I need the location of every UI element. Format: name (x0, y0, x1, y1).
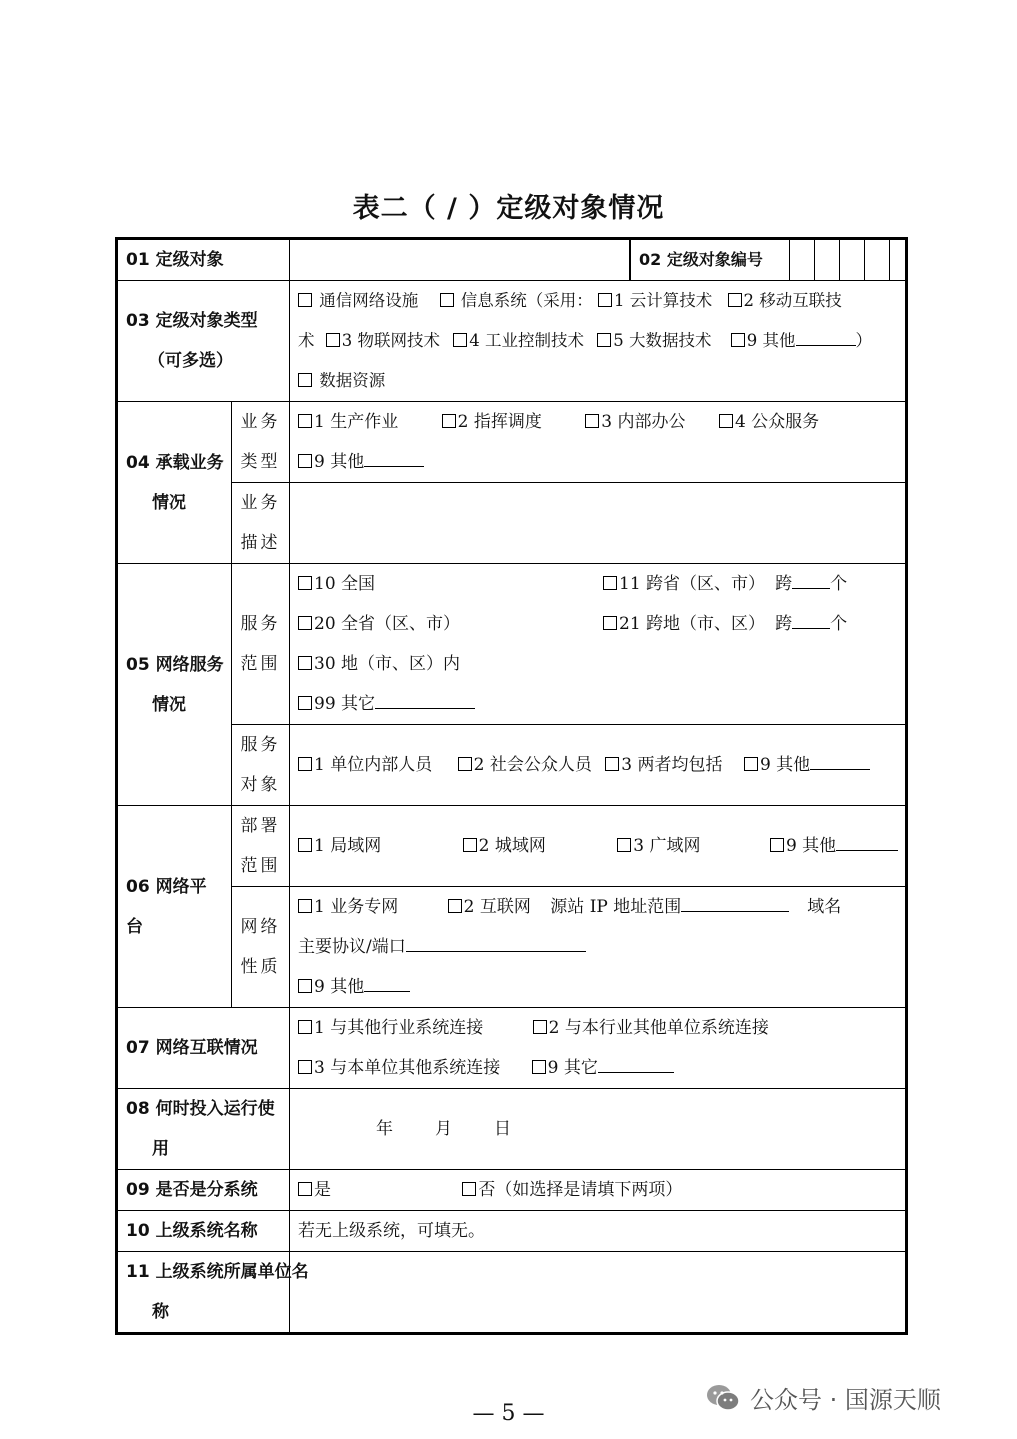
field-11[interactable] (290, 1252, 907, 1334)
field-04-type: 1 生产作业 2 指挥调度 3 内部办公 4 公众服务 9 其他 (290, 402, 907, 483)
checkbox[interactable] (597, 333, 611, 347)
code-digit-box[interactable] (789, 240, 814, 280)
checkbox[interactable] (440, 293, 454, 307)
field-10[interactable]: 若无上级系统，可填无。 (290, 1211, 907, 1252)
checkbox[interactable] (532, 1060, 546, 1074)
field-05-target: 1 单位内部人员 2 社会公众人员 3 两者均包括 9 其他 (290, 725, 907, 806)
field-06-deploy: 1 局域网 2 城域网 3 广域网 9 其他 (290, 806, 907, 887)
fill-blank[interactable] (836, 830, 898, 851)
checkbox-no[interactable] (462, 1182, 476, 1196)
checkbox[interactable] (603, 616, 617, 630)
fill-blank[interactable] (796, 325, 856, 346)
checkbox[interactable] (533, 1020, 547, 1034)
checkbox[interactable] (442, 414, 456, 428)
checkbox[interactable] (298, 656, 312, 670)
checkbox[interactable] (298, 414, 312, 428)
row-05-scope (117, 564, 907, 725)
protocol-port-input[interactable] (406, 931, 586, 952)
label-08: 08 何时投入运行使 用 (117, 1089, 290, 1170)
checkbox-yes[interactable] (298, 1182, 312, 1196)
checkbox[interactable] (298, 454, 312, 468)
sub-label-business-desc: 业务 描述 (232, 483, 290, 564)
checkbox[interactable] (298, 373, 312, 387)
checkbox[interactable] (448, 899, 462, 913)
checkbox[interactable] (298, 576, 312, 590)
checkbox[interactable] (719, 414, 733, 428)
checkbox[interactable] (598, 293, 612, 307)
checkbox[interactable] (728, 293, 742, 307)
label-09: 09 是否是分系统 (117, 1170, 290, 1211)
row-10 (117, 1211, 907, 1252)
watermark-text: 公众号 · 国源天顺 (750, 1386, 941, 1414)
checkbox[interactable] (298, 757, 312, 771)
label-03: 03 定级对象类型 （可多选） (117, 281, 290, 402)
field-01-value[interactable] (290, 239, 630, 281)
page-number: — 5 — (472, 1401, 545, 1426)
fill-blank[interactable] (598, 1052, 674, 1073)
code-digit-box[interactable] (839, 240, 864, 280)
field-09: 是 否（如选择是请填下两项） (290, 1170, 907, 1211)
checkbox[interactable] (463, 838, 477, 852)
row-01 (117, 239, 907, 281)
label-06: 06 网络平台 (117, 806, 232, 1008)
fill-blank[interactable] (364, 446, 424, 467)
field-07: 1 与其他行业系统连接 2 与本行业其他单位系统连接 3 与本单位其他系统连接 9 其它 (290, 1008, 907, 1089)
label-10: 10 上级系统名称 (117, 1211, 290, 1252)
fill-blank[interactable] (792, 568, 830, 589)
code-digit-box[interactable] (889, 240, 914, 280)
field-06-nature: 1 业务专网 2 互联网 源站 IP 地址范围 域名 主要协议/端口 9 其他 (290, 887, 907, 1008)
label-02: 02 定级对象编号 (630, 240, 789, 280)
checkbox[interactable] (298, 1020, 312, 1034)
sub-label-service-target: 服务 对象 (232, 725, 290, 806)
checkbox[interactable] (731, 333, 745, 347)
fill-blank[interactable] (364, 971, 410, 992)
checkbox[interactable] (298, 616, 312, 630)
label-07: 07 网络互联情况 (117, 1008, 290, 1089)
table-title: 表二（ / ）定级对象情况 (352, 193, 665, 224)
row-11 (117, 1252, 907, 1334)
row-06-nature (117, 887, 907, 1008)
code-digit-box[interactable] (864, 240, 889, 280)
label-11: 11 上级系统所属单位名 称 (117, 1252, 290, 1334)
checkbox[interactable] (298, 1060, 312, 1074)
code-digit-box[interactable] (814, 240, 839, 280)
row-04-desc (117, 483, 907, 564)
checkbox[interactable] (603, 576, 617, 590)
row-07 (117, 1008, 907, 1089)
checkbox[interactable] (326, 333, 340, 347)
field-04-desc[interactable] (290, 483, 907, 564)
row-09 (117, 1170, 907, 1211)
field-03-options: 通信网络设施 信息系统（采用： 1 云计算技术 2 移动互联技 术 3 物联网技术 4 工业控制技术 5 大数据技术 9 其他 ） 数据资源 (290, 281, 907, 402)
checkbox[interactable] (298, 696, 312, 710)
src-ip-input[interactable] (681, 891, 789, 912)
checkbox[interactable] (744, 757, 758, 771)
row-05-target (117, 725, 907, 806)
fill-blank[interactable] (792, 608, 830, 629)
label-01: 01 定级对象 (117, 239, 290, 281)
checkbox[interactable] (605, 757, 619, 771)
code-digit-boxes[interactable] (789, 240, 914, 280)
checkbox[interactable] (585, 414, 599, 428)
row-04-type (117, 402, 907, 483)
checkbox[interactable] (298, 979, 312, 993)
sub-label-business-type: 业务 类型 (232, 402, 290, 483)
fill-blank[interactable] (375, 688, 475, 709)
row-08 (117, 1089, 907, 1170)
sub-label-service-scope: 服务 范围 (232, 564, 290, 725)
field-05-scope: 10 全国 20 全省（区、市） 30 地（市、区）内 99 其它 11 跨省（区、市） 跨 个 21 跨地（市、区） 跨 个 (290, 564, 907, 725)
checkbox[interactable] (298, 899, 312, 913)
checkbox[interactable] (298, 838, 312, 852)
sub-label-deploy-scope: 部署 范围 (232, 806, 290, 887)
classification-form-table (115, 237, 908, 1335)
label-05: 05 网络服务 情况 (117, 564, 232, 806)
checkbox[interactable] (453, 333, 467, 347)
label-04: 04 承载业务 情况 (117, 402, 232, 564)
row-03 (117, 281, 907, 402)
fill-blank[interactable] (810, 749, 870, 770)
code-cell (630, 239, 907, 281)
checkbox[interactable] (617, 838, 631, 852)
row-06-deploy (117, 806, 907, 887)
checkbox[interactable] (458, 757, 472, 771)
checkbox[interactable] (770, 838, 784, 852)
field-08-date[interactable]: 年 月 日 (290, 1089, 907, 1170)
sub-label-network-nature: 网络 性质 (232, 887, 290, 1008)
checkbox[interactable] (298, 293, 312, 307)
